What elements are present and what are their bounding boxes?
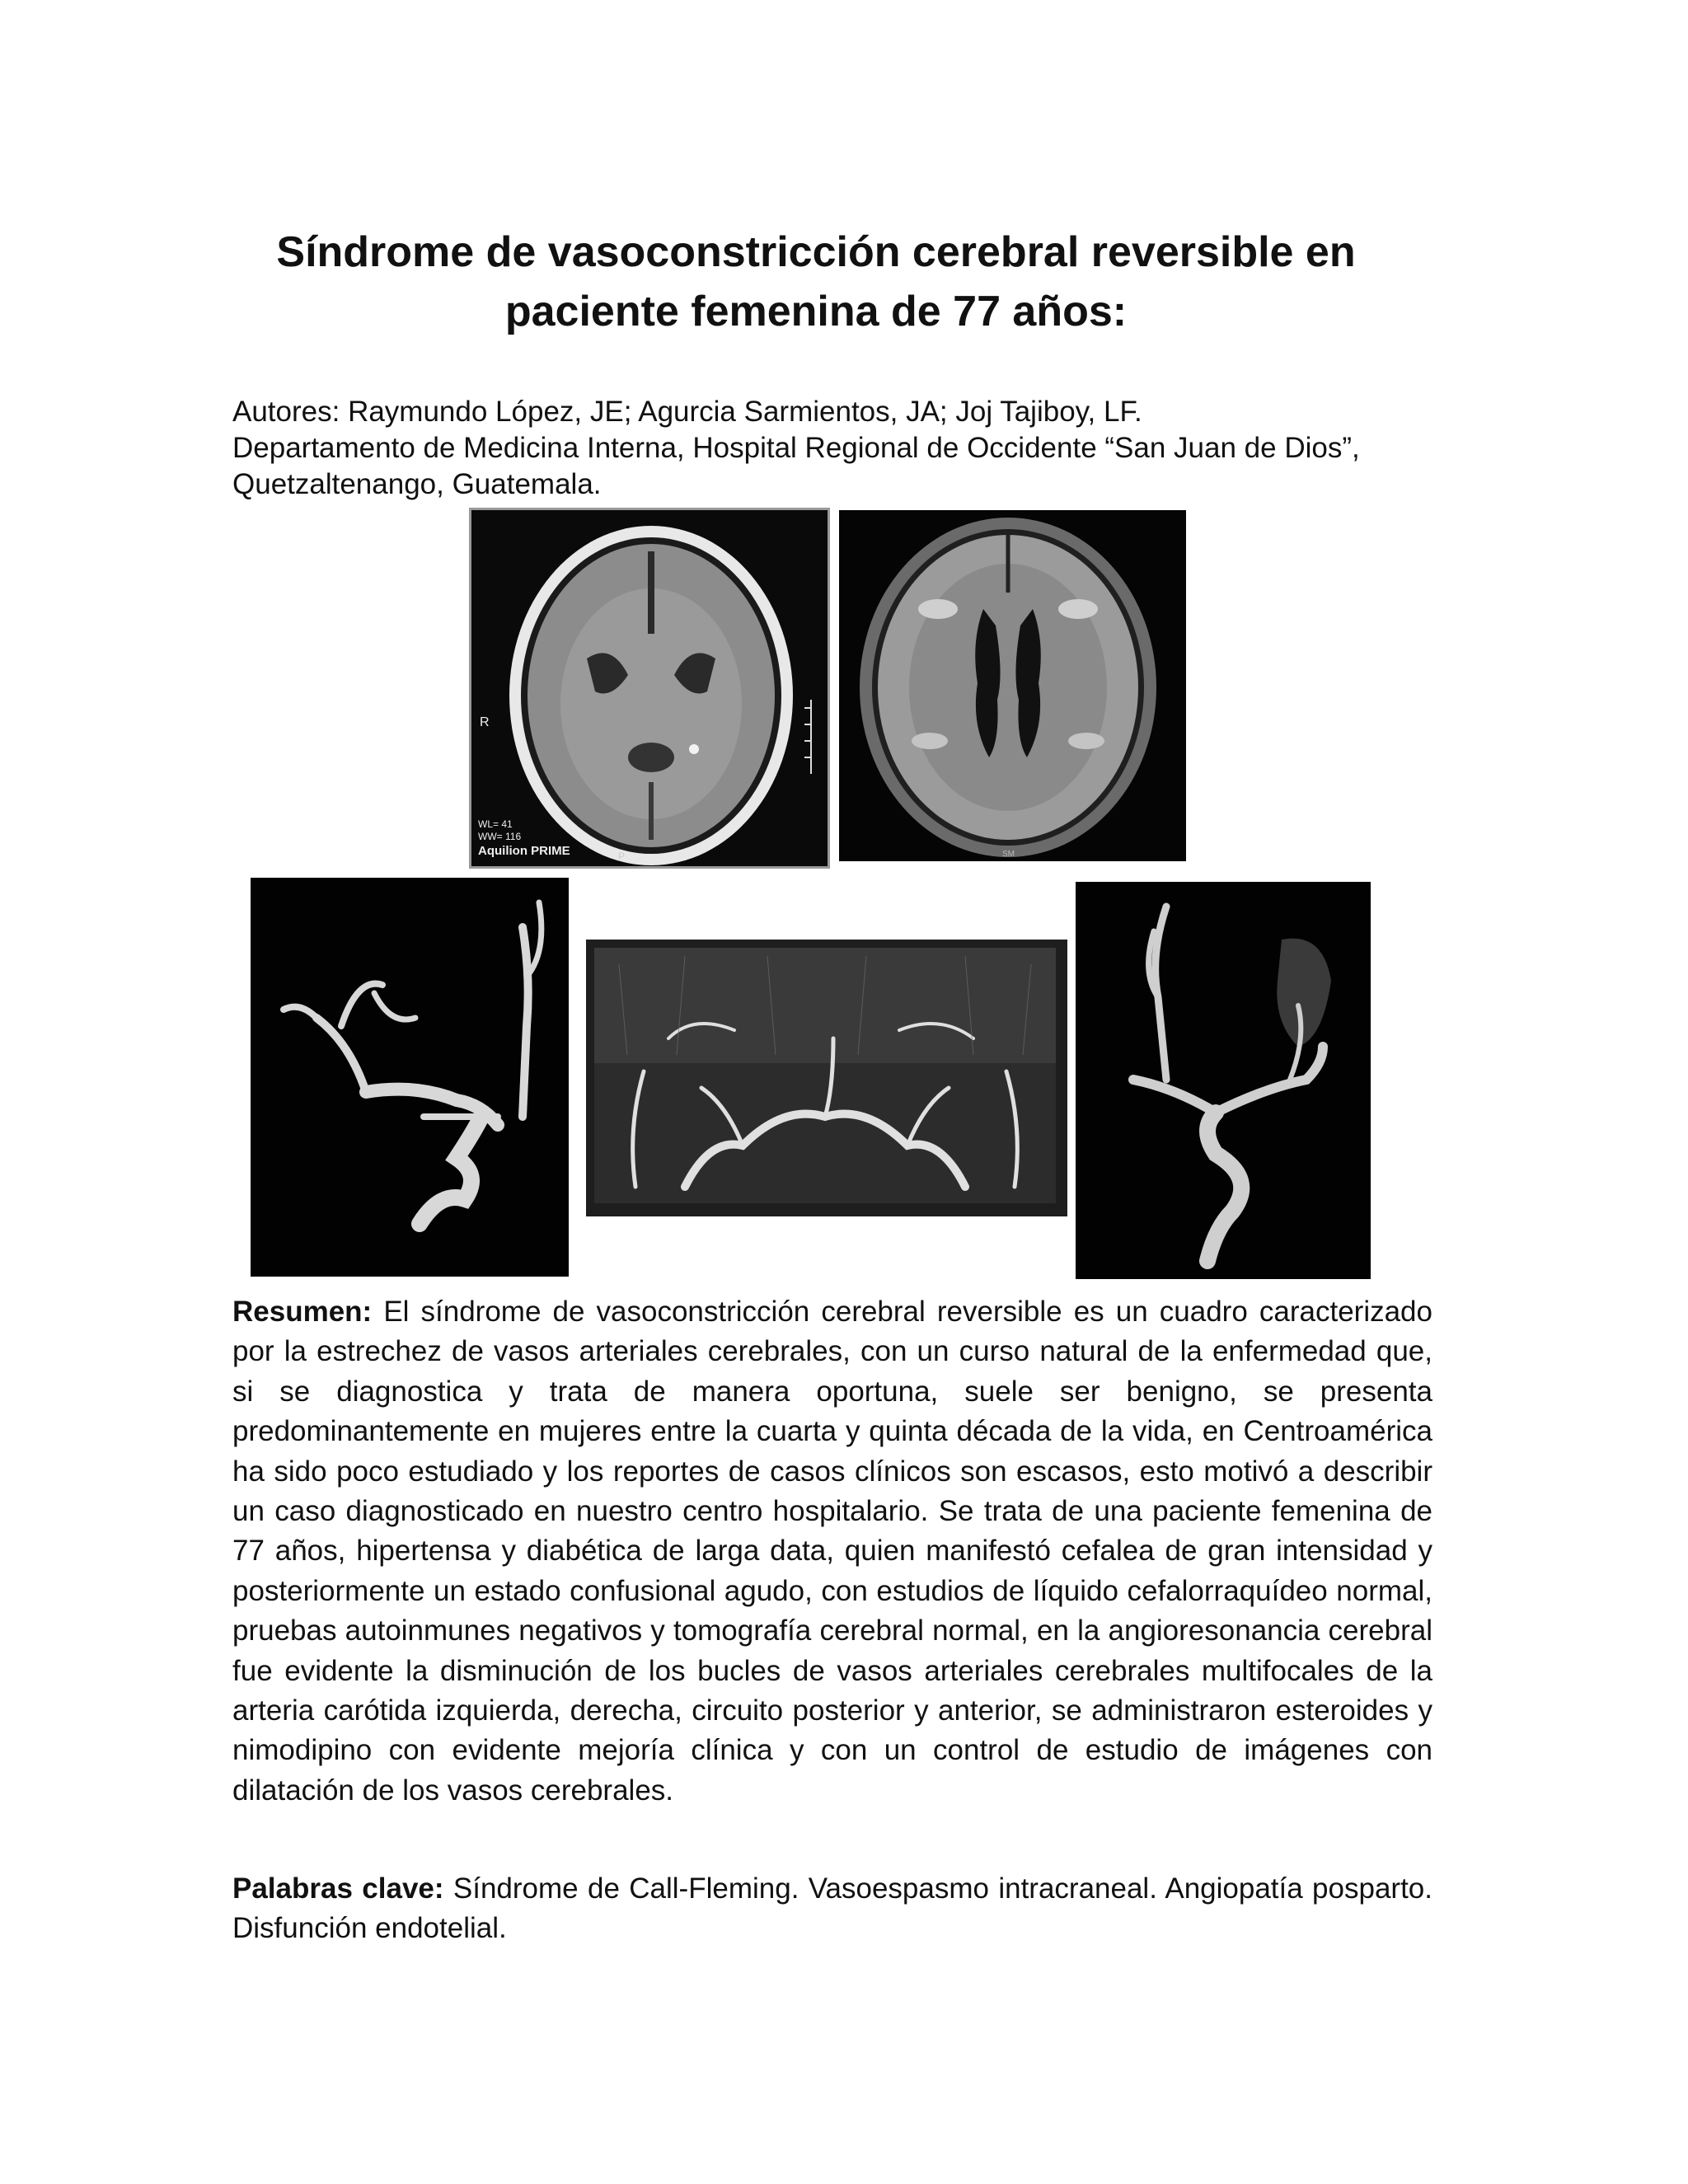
mri-scan-graphic [839,510,1186,861]
ct-device-label: Aquilion PRIME [478,844,570,858]
title-line-1: Síndrome de vasoconstricción cerebral reversible en [276,228,1356,276]
ct-scan-image [471,510,828,866]
mri-scan-image [839,510,1186,861]
ct-scan-graphic [471,510,828,866]
angiography-right-graphic [1076,882,1371,1279]
affiliation-location: Quetzaltenango, Guatemala. [232,468,602,500]
keywords-paragraph [232,1869,1432,1949]
authors-block [232,394,1452,503]
angiography-right-image [1076,882,1371,1279]
affiliation-line: Departamento de Medicina Interna, Hospital Regional de Occidente “San Juan de Dios”, [232,432,1360,464]
ct-side-marker: R [480,715,490,729]
angiography-left-image [251,878,569,1277]
ct-wl-label: WL= 41 [478,818,513,830]
abstract-text: El síndrome de vasoconstricción cerebral reversible es un cuadro caracterizado por la estrechez de vasos arteriales cerebrales, con un curso natural de la enfermedad que, si se diagnostica y trata de manera oportuna, suele ser benigno, se presenta predominantemente en mujeres entre la cuarta y quinta década de la vida, en Centroamérica ha sido poco estudiado y los reportes de casos clínicos son escasos, esto motivó a describir un caso diagnosticado en nuestro centro hospitalario. Se trata de una paciente femenina de 77 años, hipertensa y diabética de larga data, quien manifestó cefalea de gran intensidad y posteriormente un estado confusional agudo, con estudios de líquido cefalorraquídeo normal, pruebas autoinmunes negativos y tomografía cerebral normal, en la angioresonancia cerebral fue evidente la disminución de los bucles de vasos arteriales cerebrales multifocales de la arteria carótida izquierda, derecha, circuito posterior y anterior, se administraron esteroides y nimodipino con evidente mejoría clínica y con un control de estudio de imágenes con dilatación de los vasos cerebrales. [232,1296,1432,1807]
keywords-label: Palabras clave: [232,1872,444,1905]
angiography-center-graphic [586,940,1067,1216]
authors-line: Autores: Raymundo López, JE; Agurcia Sarmientos, JA; Joj Tajiboy, LF. [232,396,1142,428]
mri-corner-label: SM [1002,850,1015,859]
ct-ww-label: WW= 116 [478,831,522,842]
abstract-paragraph [232,1292,1432,1811]
angiography-center-image [586,940,1067,1216]
ct-corner-label: P [618,851,626,862]
keywords-text: Síndrome de Call-Fleming. Vasoespasmo intracraneal. Angiopatía posparto. Disfunción endotelial. [232,1872,1432,1945]
angiography-left-graphic [251,878,569,1277]
abstract-label: Resumen: [232,1296,373,1328]
paper-title [231,223,1401,341]
title-line-2: paciente femenina de 77 años: [504,288,1128,335]
